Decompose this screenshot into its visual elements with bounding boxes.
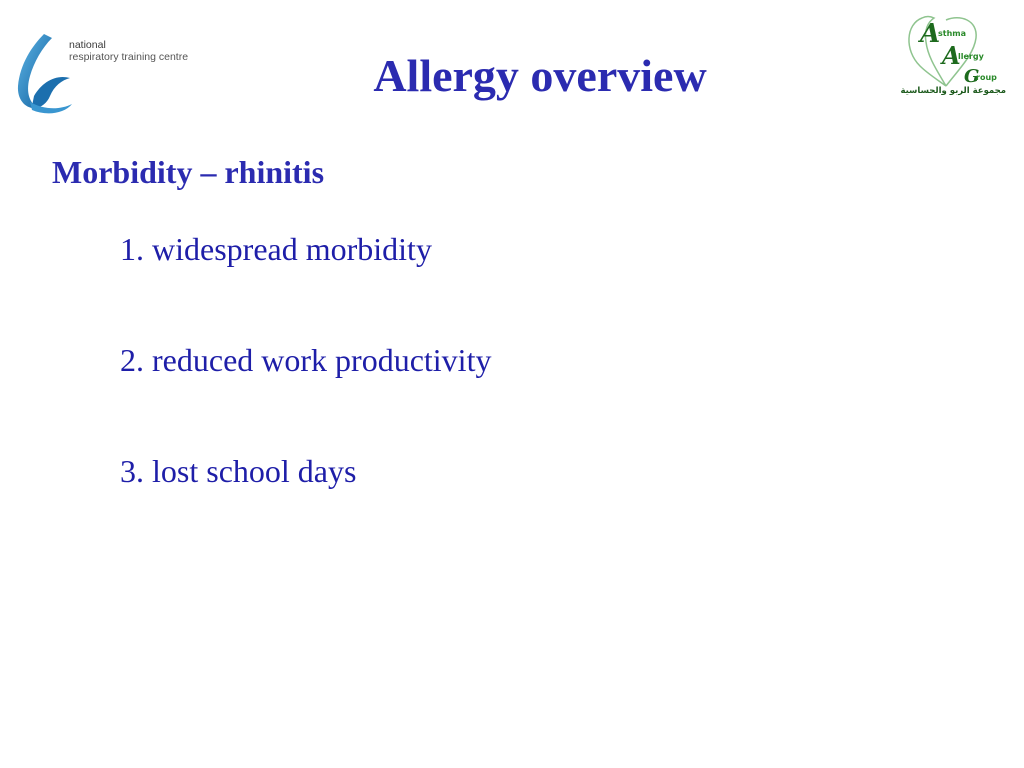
- bullet-list: [120, 228, 491, 561]
- word-roup: roup: [976, 73, 997, 82]
- letter-a2: A: [942, 41, 961, 70]
- asthma-allergy-group-logo: [902, 14, 1008, 106]
- word-llergy: llergy: [958, 52, 984, 61]
- slide-title: Allergy overview: [373, 50, 707, 101]
- letter-a1: A: [920, 19, 941, 49]
- logo-text-line2: respiratory training centre: [69, 51, 189, 63]
- list-item: 2. reduced work productivity: [120, 342, 492, 378]
- letter-g: G: [964, 66, 980, 87]
- aag-logo-icon: [902, 14, 1008, 88]
- logo-text: [69, 39, 188, 63]
- nrtc-logo: [14, 30, 214, 116]
- swoosh-icon: [14, 30, 74, 116]
- list-item: 1. widespread morbidity: [120, 231, 432, 267]
- logo-text-line1: national: [69, 39, 106, 51]
- list-item: 3. lost school days: [120, 453, 357, 489]
- word-sthma: sthma: [938, 29, 967, 38]
- arabic-group-name: مجموعة الربو والحساسية: [900, 86, 1006, 96]
- slide-subtitle: Morbidity – rhinitis: [52, 154, 325, 190]
